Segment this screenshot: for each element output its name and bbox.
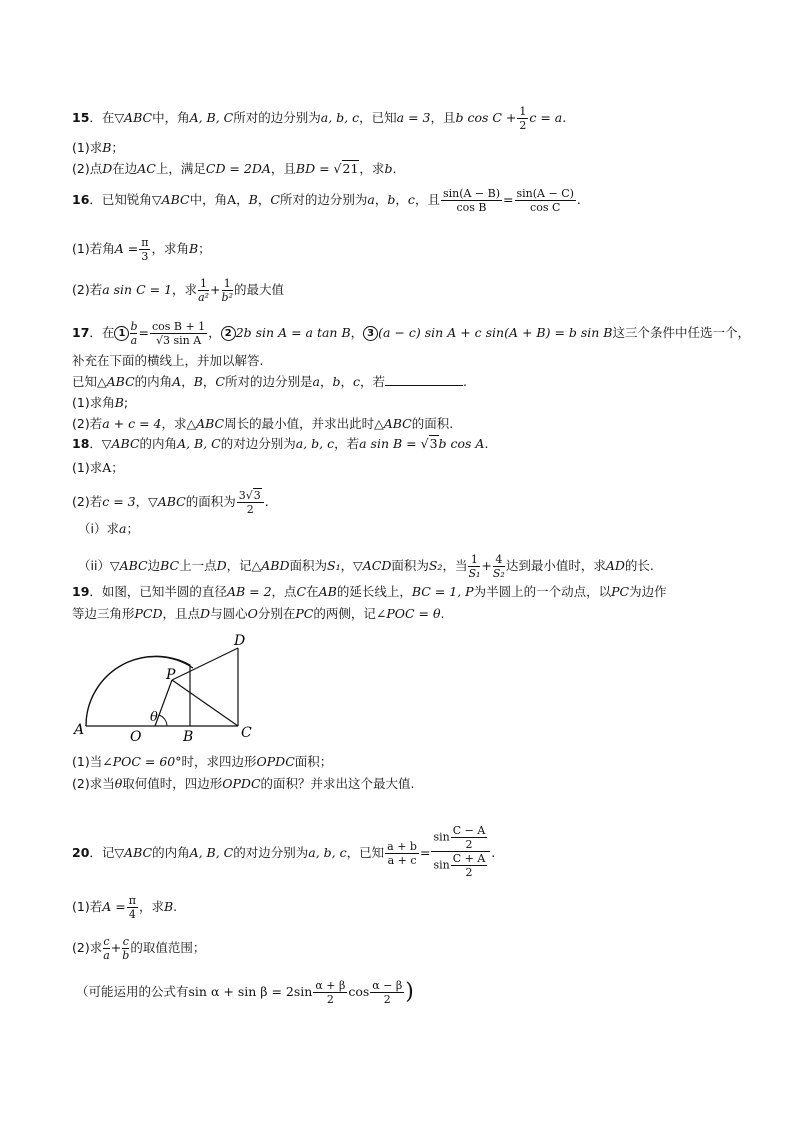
angle-arc xyxy=(159,715,167,726)
question-number: 18 xyxy=(72,436,90,451)
circled-2: 2 xyxy=(221,326,236,341)
question-number: 16 xyxy=(72,192,90,207)
fraction: $\frac{\alpha - \beta}{2}$ xyxy=(372,979,403,1006)
fraction: $\frac{\sin(A - B)}{\text{cos B}}$ xyxy=(442,187,501,214)
label-A: A xyxy=(74,722,85,738)
question-number: 20 xyxy=(72,845,90,860)
q19-stem: 19．如图，已知半圆的直径AB = 2，点C在AB的延长线上，BC = 1, P为半圆上的一个动点，以PC为边作 xyxy=(72,584,667,599)
segment-PD xyxy=(172,648,238,680)
q16-part1: (1)若角A = $\frac{\pi}{3}$ ，求角B； xyxy=(72,236,211,263)
question-number: 15 xyxy=(72,110,90,125)
label-B: B xyxy=(183,729,194,745)
q15-stem: 15．在▽ABC中，角A, B, C所对的边分别为a, b, c，已知a = 3，且b cos C + $\frac{1}{2}$ c = a. xyxy=(72,105,567,132)
q17-part2: (2)若a + c = 4，求△ABC周长的最小值，并求出此时△ABC的面积. xyxy=(72,416,454,431)
q18-part2-i: （i）求a； xyxy=(78,521,139,536)
fraction: $\frac{b}{a}$ xyxy=(130,320,138,347)
q16-part2: (2)若a sin C = 1，求 $\frac{1}{\text{a²}}+$ $\frac{1}{\text{b²}}$的最大值 xyxy=(72,277,284,304)
fraction: $\frac{1}{2}$ xyxy=(519,105,527,132)
semicircle-arc-main xyxy=(86,657,193,726)
fraction: $\frac{\pi}{4}$ xyxy=(128,894,136,921)
q17-line3: 已知△ABC的内角A，B，C所对的边分别是a，b，c，若 . xyxy=(72,374,468,389)
answer-blank[interactable] xyxy=(385,374,463,386)
circled-3: 3 xyxy=(363,326,378,341)
q19-line2: 等边三角形PCD，且点D与圆心O分别在PC的两侧，记∠POC = θ. xyxy=(72,606,445,621)
fraction: $\frac{c}{a}$ xyxy=(103,935,110,962)
fraction: $\frac{a + b}{a + c}$ xyxy=(387,840,417,867)
q18-part2: (2)若c = 3，▽ABC的面积为 $\frac{3√3}{2}$ . xyxy=(72,489,269,516)
label-O: O xyxy=(130,729,142,745)
fraction: $\frac{\sin(A - C)}{\text{cos C}}$ xyxy=(516,187,574,214)
fraction: $\frac{3√3}{2}$ xyxy=(237,489,264,516)
semicircle-figure xyxy=(70,630,270,748)
q20-part2: (2)求 $\frac{c}{a}$ + $\frac{c}{b}$ 的取值范围； xyxy=(72,935,206,962)
compound-fraction: sin $\frac{C - A}{2}$ sin $\frac{C + A}{2}$ xyxy=(431,824,490,879)
label-D: D xyxy=(234,633,246,649)
fraction: $\frac{C + A}{2}$ xyxy=(452,852,486,879)
fraction: $\frac{4}{\text{S₂}}$ xyxy=(492,553,505,580)
q16-stem: 16．已知锐角▽ABC中，角A，B，C所对的边分别为a，b，c，且 $\frac{\sin(A - B)}{\text{cos B}}$ = $\frac{\sin(A - C)}{\text{cos C}}$ . xyxy=(72,187,581,214)
q17-line2: 补充在下面的横线上，并加以解答. xyxy=(72,353,264,368)
q20-stem: 20．记▽ABC的内角A, B, C的对边分别为a, b, c，已知 $\frac{a + b}{a + c}$ = sin $\frac{C - A}{2}$ sin $\frac{C + A}{2}$ . xyxy=(72,824,496,879)
q19-part2: (2)求当θ取何值时，四边形OPDC的面积？并求出这个最大值. xyxy=(72,776,415,791)
label-C: C xyxy=(241,725,252,741)
q18-stem: 18．▽ABC的内角A, B, C的对边分别为a, b, c，若a sin B = √3b cos A. xyxy=(72,436,489,451)
q15-part2: (2)点D在边AC上，满足CD = 2DA，且BD = √21，求b. xyxy=(72,161,397,176)
fraction: $\frac{1}{\text{S₁}}$ xyxy=(468,553,481,580)
q20-hint: （可能运用的公式有sin α + sin β = 2sin $\frac{\alpha + \beta}{2}$ cos $\frac{\alpha - \beta}{2}$ ) xyxy=(76,979,414,1006)
q18-part2-ii: （ii）▽ABC边BC上一点D，记△ABD面积为S₁，▽ACD面积为S₂，当 $\frac{1}{\text{S₁}}+$ $\frac{4}{\text{S₂}}$达到最小值时，求AD的长. xyxy=(78,553,654,580)
fraction: $\frac{C - A}{2}$ xyxy=(452,824,486,851)
segment-PC xyxy=(172,680,238,726)
fraction: $\frac{c}{b}$ xyxy=(122,935,130,962)
q19-part1: (1)当∠POC = 60°时，求四边形OPDC面积； xyxy=(72,754,333,769)
question-number: 17 xyxy=(72,325,90,340)
q17-part1: (1)求角B; xyxy=(72,395,129,410)
question-number: 19 xyxy=(72,584,90,599)
fraction: $\frac{\pi}{3}$ xyxy=(141,236,149,263)
circled-1: 1 xyxy=(114,326,129,341)
label-P: P xyxy=(166,667,176,683)
q18-part1: (1)求A； xyxy=(72,460,124,475)
fraction: $\frac{\text{cos B + 1}}{\text{√3 sin A}}$ xyxy=(151,320,206,347)
q17-stem: 17．在 1 $\frac{b}{a}$ = $\frac{\text{cos B + 1}}{\text{√3 sin A}}$ ， 2 2b sin A = a tan B， 3 (a − c) sin A + c sin(A + B) = b sin B这三个条件中任选一个， xyxy=(72,320,750,347)
fraction: $\frac{1}{\text{b²}}$ xyxy=(221,277,233,304)
q20-part1: (1)若A = $\frac{\pi}{4}$ ，求B. xyxy=(72,894,178,921)
q15-part1: (1)求B； xyxy=(72,140,124,155)
fraction: $\frac{\alpha + \beta}{2}$ xyxy=(315,979,346,1006)
fraction: $\frac{1}{\text{a²}}$ xyxy=(198,277,210,304)
label-theta: θ xyxy=(150,710,158,725)
